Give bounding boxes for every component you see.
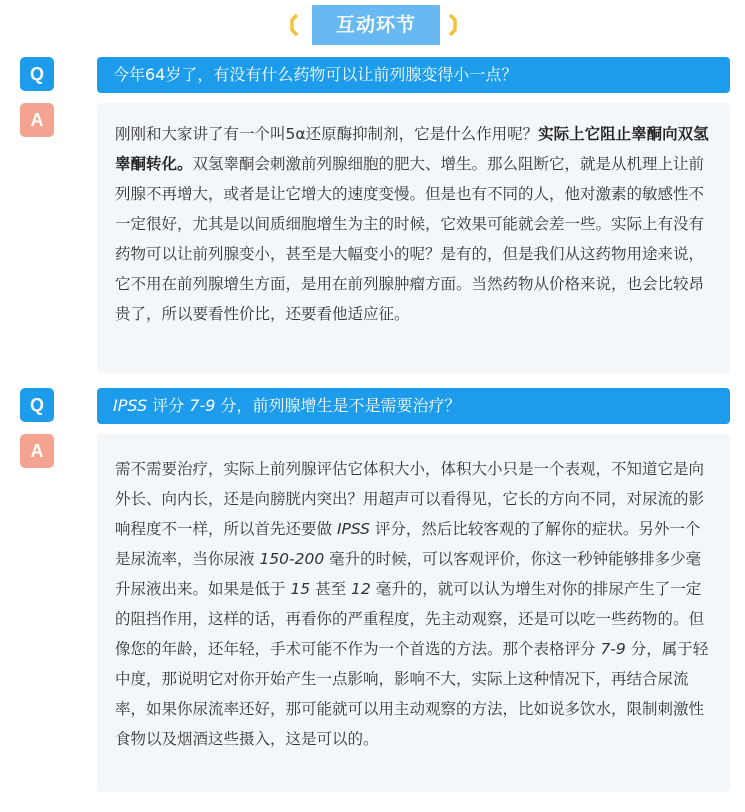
question-text: 评分 (147, 396, 190, 415)
question-badge: Q (20, 57, 54, 91)
answer-text: 毫升的时候，可以客观评价，你这一秒钟能够排多少毫升尿液出来。如果是低于 (115, 550, 702, 598)
answer-text: 分，属于轻中度，那说明它对你开始产生一点影响，影响不大，实际上这种情况下，再结合尿流率，如果你尿流率还好，那可能就可以用主动观察的方法，比如说多饮水，限制刺激性食物以及烟酒这些摄入，这是可以的。 (115, 640, 709, 748)
flow-threshold: 12 (351, 580, 371, 598)
answer-box (97, 103, 730, 373)
answer-text: 评分，然后比较客观的了解你的症状。另外一个是尿流率，当你尿液 (115, 520, 701, 568)
ipss-term: IPSS (336, 520, 370, 538)
left-bracket-ornament (288, 13, 300, 37)
urine-volume: 150-200 (259, 550, 325, 568)
answer-text: 刚刚和大家讲了有一个叫5α还原酶抑制剂，它是什么作用呢？ (115, 125, 539, 143)
answer-highlight: 实际上它阻止睾酮向双氢睾酮转化。 (115, 125, 709, 173)
section-header (0, 5, 745, 45)
answer-box (97, 434, 730, 792)
answer-text: 毫升的，就可以认为增生对你的排尿产生了一定的阻挡作用，这样的话，再看你的严重程度，先主动观察，还是可以吃一些药物的。但像您的年龄，还年轻，手术可能不作为一个首选的方法。那个表格评分 (115, 580, 705, 658)
answer-text: 甚至 (310, 580, 352, 598)
question-badge: Q (20, 388, 54, 422)
flow-threshold: 15 (290, 580, 311, 598)
ipss-term: IPSS (113, 396, 148, 415)
question-text: 今年64岁了，有没有什么药物可以让前列腺变得小一点？ (113, 65, 518, 84)
question-bar (97, 57, 730, 93)
section-title: 互动环节 (312, 5, 440, 45)
score-range: 7-9 (189, 396, 216, 415)
answer-text: 需不需要治疗，实际上前列腺评估它体积大小，体积大小只是一个表观，不知道它是向外长、向内长，还是向膀胱内突出？用超声可以看得见，它长的方向不同，对尿流的影响程度不一样，所以首先还要做 (115, 460, 705, 538)
question-text: 分，前列腺增生是不是需要治疗？ (215, 396, 461, 415)
answer-badge: A (20, 434, 54, 468)
question-bar (97, 388, 730, 424)
answer-badge: A (20, 103, 54, 137)
answer-text: 双氢睾酮会刺激前列腺细胞的肥大、增生。那么阻断它，就是从机理上让前列腺不再增大，或者是让它增大的速度变慢。但是也有不同的人，他对激素的敏感性不一定很好，尤其是以间质细胞增生为主的时候，它效果可能就会差一些。实际上有没有药物可以让前列腺变小，甚至是大幅变小的呢？是有的，但是我们从这药物用途来说，它不用在前列腺增生方面，是用在前列腺肿瘤方面。当然药物从价格来说，也会比较昂贵了，所以要看性价比，还要看他适应征。 (115, 155, 705, 323)
right-bracket-ornament (447, 13, 459, 37)
score-range: 7-9 (600, 640, 626, 658)
